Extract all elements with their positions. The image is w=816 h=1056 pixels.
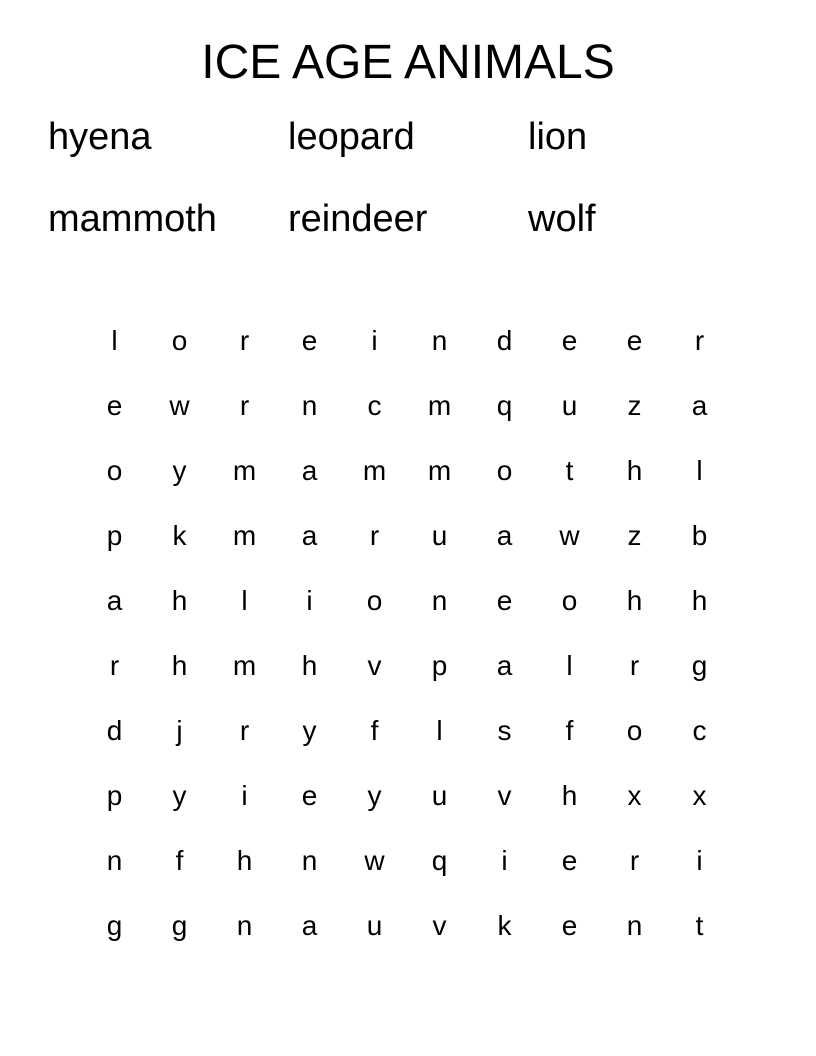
grid-cell[interactable]: i <box>306 584 313 616</box>
grid-cell[interactable]: n <box>626 909 643 941</box>
grid-row <box>82 893 732 958</box>
grid-cell[interactable]: f <box>370 714 379 746</box>
word-list-item: reindeer <box>288 198 428 240</box>
grid-cell[interactable]: r <box>694 324 705 356</box>
grid-cell[interactable]: l <box>566 649 573 681</box>
grid-cell[interactable]: e <box>626 324 643 356</box>
grid-cell[interactable]: q <box>496 389 513 421</box>
grid-cell[interactable]: z <box>627 389 642 421</box>
grid-cell[interactable]: b <box>691 519 708 551</box>
grid-cell[interactable]: u <box>366 909 383 941</box>
grid-row <box>82 828 732 893</box>
grid-cell[interactable]: r <box>239 714 250 746</box>
grid-cell[interactable]: i <box>371 324 378 356</box>
grid-cell[interactable]: h <box>171 649 188 681</box>
grid-cell[interactable]: u <box>431 779 448 811</box>
grid-cell[interactable]: l <box>111 324 118 356</box>
grid-cell[interactable]: o <box>626 714 643 746</box>
grid-cell[interactable]: w <box>364 844 385 876</box>
grid-cell[interactable]: z <box>627 519 642 551</box>
grid-cell[interactable]: e <box>561 909 578 941</box>
grid-cell[interactable]: a <box>496 519 513 551</box>
grid-cell[interactable]: w <box>169 389 190 421</box>
grid-row <box>82 308 732 373</box>
grid-cell[interactable]: l <box>696 454 703 486</box>
grid-cell[interactable]: u <box>431 519 448 551</box>
grid-cell[interactable]: n <box>431 324 448 356</box>
grid-cell[interactable]: j <box>176 714 183 746</box>
word-list-item: mammoth <box>48 198 217 240</box>
grid-cell[interactable]: n <box>106 844 123 876</box>
grid-cell[interactable]: e <box>561 324 578 356</box>
grid-cell[interactable]: n <box>301 844 318 876</box>
grid-cell[interactable]: o <box>106 454 123 486</box>
grid-cell[interactable]: e <box>106 389 123 421</box>
grid-cell[interactable]: a <box>301 519 318 551</box>
grid-cell[interactable]: m <box>427 389 452 421</box>
grid-cell[interactable]: u <box>561 389 578 421</box>
grid-cell[interactable]: h <box>626 584 643 616</box>
grid-cell[interactable]: h <box>301 649 318 681</box>
grid-cell[interactable]: g <box>691 649 708 681</box>
grid-cell[interactable]: e <box>301 324 318 356</box>
grid-cell[interactable]: w <box>559 519 580 551</box>
grid-cell[interactable]: x <box>692 779 707 811</box>
letter-grid <box>82 308 732 958</box>
grid-row <box>82 568 732 633</box>
grid-cell[interactable]: o <box>366 584 383 616</box>
grid-cell[interactable]: o <box>496 454 513 486</box>
grid-cell[interactable]: i <box>241 779 248 811</box>
grid-cell[interactable]: l <box>436 714 443 746</box>
grid-cell[interactable]: h <box>626 454 643 486</box>
grid-cell[interactable]: o <box>561 584 578 616</box>
grid-cell[interactable]: m <box>232 649 257 681</box>
grid-row <box>82 633 732 698</box>
grid-cell[interactable]: g <box>106 909 123 941</box>
grid-cell[interactable]: y <box>172 454 187 486</box>
grid-row <box>82 438 732 503</box>
grid-cell[interactable]: k <box>172 519 187 551</box>
grid-cell[interactable]: v <box>367 649 382 681</box>
grid-cell[interactable]: m <box>232 454 257 486</box>
grid-cell[interactable]: e <box>561 844 578 876</box>
grid-cell[interactable]: m <box>232 519 257 551</box>
grid-cell[interactable]: a <box>106 584 123 616</box>
grid-cell[interactable]: c <box>367 389 382 421</box>
grid-row <box>82 503 732 568</box>
grid-cell[interactable]: r <box>629 649 640 681</box>
grid-cell[interactable]: d <box>496 324 513 356</box>
grid-cell[interactable]: t <box>695 909 704 941</box>
grid-row <box>82 373 732 438</box>
grid-cell[interactable]: a <box>691 389 708 421</box>
grid-cell[interactable]: m <box>362 454 387 486</box>
word-list-item: leopard <box>288 116 415 158</box>
grid-cell[interactable]: e <box>496 584 513 616</box>
grid-cell[interactable]: r <box>239 389 250 421</box>
grid-cell[interactable]: a <box>301 454 318 486</box>
grid-cell[interactable]: t <box>565 454 574 486</box>
grid-cell[interactable]: r <box>369 519 380 551</box>
grid-cell[interactable]: x <box>627 779 642 811</box>
grid-cell[interactable]: g <box>171 909 188 941</box>
grid-cell[interactable]: f <box>565 714 574 746</box>
grid-cell[interactable]: a <box>496 649 513 681</box>
grid-cell[interactable]: p <box>106 519 123 551</box>
grid-cell[interactable]: v <box>432 909 447 941</box>
grid-cell[interactable]: n <box>431 584 448 616</box>
grid-row <box>82 698 732 763</box>
grid-cell[interactable]: n <box>236 909 253 941</box>
grid-cell[interactable]: r <box>629 844 640 876</box>
word-list-item: lion <box>528 116 588 158</box>
grid-cell[interactable]: i <box>696 844 703 876</box>
grid-cell[interactable]: q <box>431 844 448 876</box>
grid-cell[interactable]: o <box>171 324 188 356</box>
grid-cell[interactable]: e <box>301 779 318 811</box>
page-title: ICE AGE ANIMALS <box>201 36 615 89</box>
grid-cell[interactable]: r <box>109 649 120 681</box>
grid-cell[interactable]: k <box>497 909 512 941</box>
grid-cell[interactable]: f <box>175 844 184 876</box>
grid-cell[interactable]: l <box>241 584 248 616</box>
grid-cell[interactable]: h <box>561 779 578 811</box>
grid-cell[interactable]: p <box>106 779 123 811</box>
grid-cell[interactable]: m <box>427 454 452 486</box>
grid-cell[interactable]: r <box>239 324 250 356</box>
grid-row <box>82 763 732 828</box>
grid-cell[interactable]: y <box>367 779 382 811</box>
grid-cell[interactable]: y <box>172 779 187 811</box>
grid-cell[interactable]: p <box>431 649 448 681</box>
word-list-item: wolf <box>528 198 596 240</box>
grid-cell[interactable]: h <box>171 584 188 616</box>
word-list-item: hyena <box>48 116 152 158</box>
grid-cell[interactable]: v <box>497 779 512 811</box>
grid-cell[interactable]: s <box>497 714 512 746</box>
grid-cell[interactable]: h <box>236 844 253 876</box>
grid-cell[interactable]: c <box>692 714 707 746</box>
grid-cell[interactable]: y <box>302 714 317 746</box>
grid-cell[interactable]: i <box>501 844 508 876</box>
grid-cell[interactable]: h <box>691 584 708 616</box>
grid-cell[interactable]: n <box>301 389 318 421</box>
grid-cell[interactable]: a <box>301 909 318 941</box>
grid-cell[interactable]: d <box>106 714 123 746</box>
